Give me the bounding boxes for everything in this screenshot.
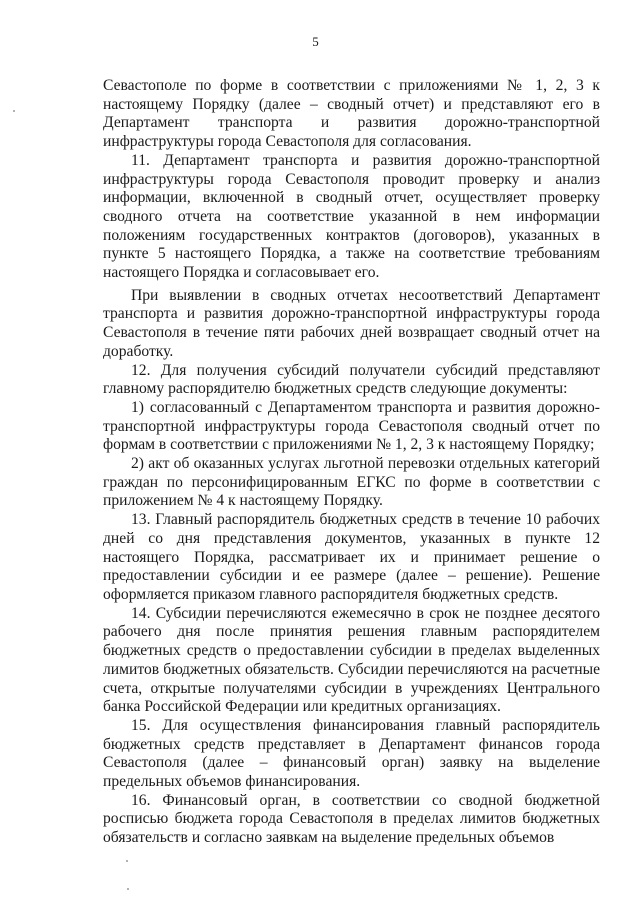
- paragraph-12: 12. Для получения субсидий получатели субсидий представляют главному распорядителю бюджетных средств следующие документы:: [103, 361, 600, 398]
- paragraph-14: 14. Субсидии перечисляются ежемесячно в срок не позднее десятого рабочего дня после принятия решения главным распорядителем бюджетных средств о предоставлении субсидии в пределах выделенных лимитов бюджетных обязательств. Субсидии перечисляются на расчетные счета, открытые получателями субсидии в учреждениях Центрального банка Российской Федерации или кредитных организациях.: [103, 604, 600, 716]
- paragraph-continuation: Севастополе по форме в соответствии с приложениями № 1, 2, 3 к настоящему Порядку (далее – сводный отчет) и представляют его в Департамент транспорта и развития дорожно-транспортной инфраструктуры города Севастополя для согласования.: [103, 77, 600, 151]
- page-number: 5: [312, 34, 319, 49]
- paragraph-11: 11. Департамент транспорта и развития дорожно-транспортной инфраструктуры города Севастополя проводит проверку и анализ информации, включенной в сводный отчет, осуществляет проверку сводного отчета на соответствие указанной в нем информации положениям государственных контрактов (договоров), указанных в пункте 5 настоящего Порядка, а также на соответствие требованиям настоящего Порядка и согласовывает его.: [103, 151, 600, 282]
- paragraph-16: 16. Финансовый орган, в соответствии со сводной бюджетной росписью бюджета города Севастополя в пределах лимитов бюджетных обязательств и согласно заявкам на выделение предельных объемов: [103, 791, 600, 847]
- scan-speck: [127, 888, 129, 890]
- scan-speck: [126, 860, 128, 862]
- document-body: [103, 77, 600, 848]
- scan-speck: [13, 110, 15, 112]
- paragraph-15: 15. Для осуществления финансирования главный распорядитель бюджетных средств представляет в Департамент финансов города Севастополя (далее – финансовый орган) заявку на выделение предельных объемов финансирования.: [103, 716, 600, 791]
- paragraph-11-return: При выявлении в сводных отчетах несоответствий Департамент транспорта и развития дорожно-транспортной инфраструктуры города Севастополя в течение пяти рабочих дней возвращает сводный отчет на доработку.: [103, 286, 600, 360]
- paragraph-13: 13. Главный распорядитель бюджетных средств в течение 10 рабочих дней со дня представления документов, указанных в пункте 12 настоящего Порядка, рассматривает их и принимает решение о предоставлении субсидии и ее размере (далее – решение). Решение оформляется приказом главного распорядителя бюджетных средств.: [103, 511, 600, 603]
- paragraph-12-item-1: 1) согласованный с Департаментом транспорта и развития дорожно-транспортной инфраструктуры города Севастополя сводный отчет по формам в соответствии с приложениями № 1, 2, 3 к настоящему Порядку;: [103, 398, 600, 454]
- paragraph-12-item-2: 2) акт об оказанных услугах льготной перевозки отдельных категорий граждан по персонифицированным ЕГКС по форме в соответствии с приложением № 4 к настоящему Порядку.: [103, 455, 600, 510]
